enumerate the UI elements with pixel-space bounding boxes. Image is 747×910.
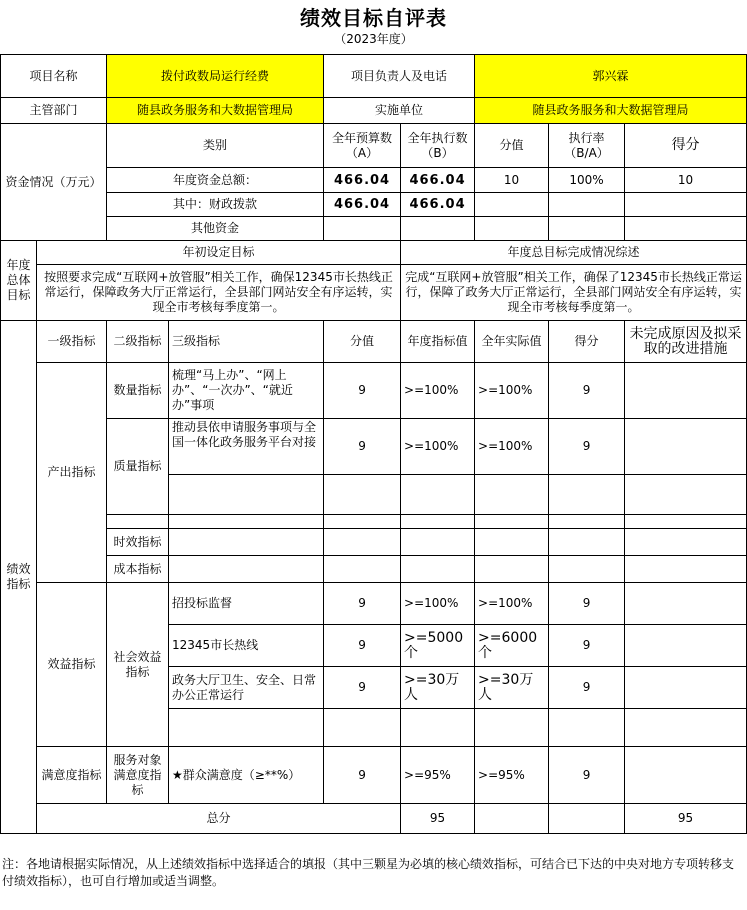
indicator-score: 9 — [549, 747, 625, 804]
output-indicator-label: 产出指标 — [37, 363, 107, 583]
total-score: 95 — [625, 804, 747, 834]
table-row — [1, 747, 747, 804]
indicator-reason — [625, 625, 747, 667]
funds-row-other — [1, 217, 747, 241]
indicators-section-label: 绩效指标 — [1, 321, 37, 834]
table-row — [1, 583, 747, 625]
funds-rate-header: 执行率（B/A） — [549, 124, 625, 168]
funds-row-score — [625, 217, 747, 241]
funds-row-executed: 466.04 — [401, 168, 475, 193]
unit-label: 实施单位 — [324, 98, 475, 124]
funds-row-rate — [549, 193, 625, 217]
funds-row-label: 其中：财政拨款 — [107, 193, 324, 217]
indicator-target: >=30万人 — [401, 667, 475, 709]
indicator-reason — [625, 747, 747, 804]
evaluation-table — [0, 54, 747, 834]
project-name: 拨付政数局运行经费 — [107, 55, 324, 98]
indicator-reason — [625, 583, 747, 625]
funds-row-score: 10 — [625, 168, 747, 193]
indicator-reason — [625, 363, 747, 419]
table-row — [1, 363, 747, 419]
funds-row-executed: 466.04 — [401, 193, 475, 217]
indicator-target: >=95% — [401, 747, 475, 804]
dept-value: 随县政务服务和大数据管理局 — [107, 98, 324, 124]
indicator-actual: >=100% — [475, 419, 549, 475]
funds-row-budget: 466.04 — [324, 193, 401, 217]
funds-row-weight — [475, 193, 549, 217]
indicator-actual: >=30万人 — [475, 667, 549, 709]
indicator-actual: >=95% — [475, 747, 549, 804]
funds-budget-header: 全年预算数（A） — [324, 124, 401, 168]
timeliness-indicator-label: 时效指标 — [107, 529, 169, 556]
indicator-reason — [625, 419, 747, 475]
funds-executed-header: 全年执行数（B） — [401, 124, 475, 168]
project-owner: 郭兴霖 — [475, 55, 747, 98]
funds-row-label: 年度资金总额： — [107, 168, 324, 193]
goals-result-text: 完成“互联网+放管服”相关工作，确保了12345市长热线正常运行，保障了政务大厅正常运行，全县部门网站安全有序运转，实现全市考核每季度第一。 — [401, 265, 747, 321]
indicator-reason — [625, 667, 747, 709]
project-name-label: 项目名称 — [1, 55, 107, 98]
indicator-weight: 9 — [324, 667, 401, 709]
social-indicator-label: 社会效益指标 — [107, 583, 169, 747]
funds-row-budget: 466.04 — [324, 168, 401, 193]
project-owner-label: 项目负责人及电话 — [324, 55, 475, 98]
satisfaction-indicator-label: 满意度指标 — [37, 747, 107, 804]
indicator-weight: 9 — [324, 583, 401, 625]
col-level1: 一级指标 — [37, 321, 107, 363]
indicator-target: >=100% — [401, 419, 475, 475]
cost-indicator-label: 成本指标 — [107, 556, 169, 583]
funds-row-budget — [324, 217, 401, 241]
funds-category-header: 类别 — [107, 124, 324, 168]
indicator-name: 12345市长热线 — [169, 625, 324, 667]
indicator-score: 9 — [549, 667, 625, 709]
goals-section-label: 年度总体目标 — [1, 241, 37, 321]
col-level3: 三级指标 — [169, 321, 324, 363]
funds-row-weight: 10 — [475, 168, 549, 193]
goals-initial-text: 按照要求完成“互联网+放管服”相关工作，确保12345市长热线正常运行，保障政务大厅正常运行，全县部门网站安全有序运转，实现全市考核每季度第一。 — [37, 265, 401, 321]
benefit-indicator-label: 效益指标 — [37, 583, 107, 747]
col-reason: 未完成原因及拟采取的改进措施 — [625, 321, 747, 363]
indicator-score: 9 — [549, 583, 625, 625]
goals-initial-header: 年初设定目标 — [37, 241, 401, 265]
goals-result-header: 年度总目标完成情况综述 — [401, 241, 747, 265]
total-weight: 95 — [401, 804, 475, 834]
indicator-target: >=100% — [401, 363, 475, 419]
indicator-weight: 9 — [324, 419, 401, 475]
indicator-name: 招投标监督 — [169, 583, 324, 625]
indicator-actual: >=100% — [475, 583, 549, 625]
indicator-name: 推动县依申请服务事项与全国一体化政务服务平台对接 — [169, 419, 324, 475]
table-row — [1, 529, 747, 556]
total-label: 总分 — [37, 804, 401, 834]
indicator-weight: 9 — [324, 747, 401, 804]
funds-row-fiscal — [1, 193, 747, 217]
dept-label: 主管部门 — [1, 98, 107, 124]
table-row — [1, 515, 747, 529]
indicator-actual: >=100% — [475, 363, 549, 419]
funds-row-rate — [549, 217, 625, 241]
form-year: （2023年度） — [334, 32, 413, 46]
indicator-actual: >=6000个 — [475, 625, 549, 667]
indicator-weight: 9 — [324, 625, 401, 667]
indicator-score: 9 — [549, 363, 625, 419]
indicator-name: 梳理“马上办”、“网上办”、“一次办”、“就近办”事项 — [169, 363, 324, 419]
table-row — [1, 556, 747, 583]
form-title: 绩效目标自评表 — [300, 6, 447, 30]
quality-indicator-label: 质量指标 — [107, 419, 169, 515]
funds-section-label: 资金情况（万元） — [1, 124, 107, 241]
table-row — [1, 419, 747, 475]
funds-row-executed — [401, 217, 475, 241]
footnote: 注：各地请根据实际情况，从上述绩效指标中选择适合的填报（其中三颗星为必填的核心绩效指标，可结合已下达的中央对地方专项转移支付绩效指标），也可自行增加或适当调整。 — [2, 857, 735, 888]
service-satisfaction-label: 服务对象满意度指标 — [107, 747, 169, 804]
funds-row-total — [1, 168, 747, 193]
indicator-name: ★群众满意度（≥**%） — [169, 747, 324, 804]
funds-row-label: 其他资金 — [107, 217, 324, 241]
col-target: 年度指标值 — [401, 321, 475, 363]
col-score: 得分 — [549, 321, 625, 363]
indicator-score: 9 — [549, 419, 625, 475]
funds-row-rate: 100% — [549, 168, 625, 193]
funds-row-weight — [475, 217, 549, 241]
total-row — [1, 804, 747, 834]
col-actual: 全年实际值 — [475, 321, 549, 363]
quantity-indicator-label: 数量指标 — [107, 363, 169, 419]
funds-score-header: 得分 — [625, 124, 747, 168]
funds-weight-header: 分值 — [475, 124, 549, 168]
funds-row-score — [625, 193, 747, 217]
col-level2: 二级指标 — [107, 321, 169, 363]
indicator-target: >=100% — [401, 583, 475, 625]
indicator-name: 政务大厅卫生、安全、日常办公正常运行 — [169, 667, 324, 709]
indicator-weight: 9 — [324, 363, 401, 419]
indicator-score: 9 — [549, 625, 625, 667]
unit-value: 随县政务服务和大数据管理局 — [475, 98, 747, 124]
indicator-target: >=5000个 — [401, 625, 475, 667]
col-weight: 分值 — [324, 321, 401, 363]
